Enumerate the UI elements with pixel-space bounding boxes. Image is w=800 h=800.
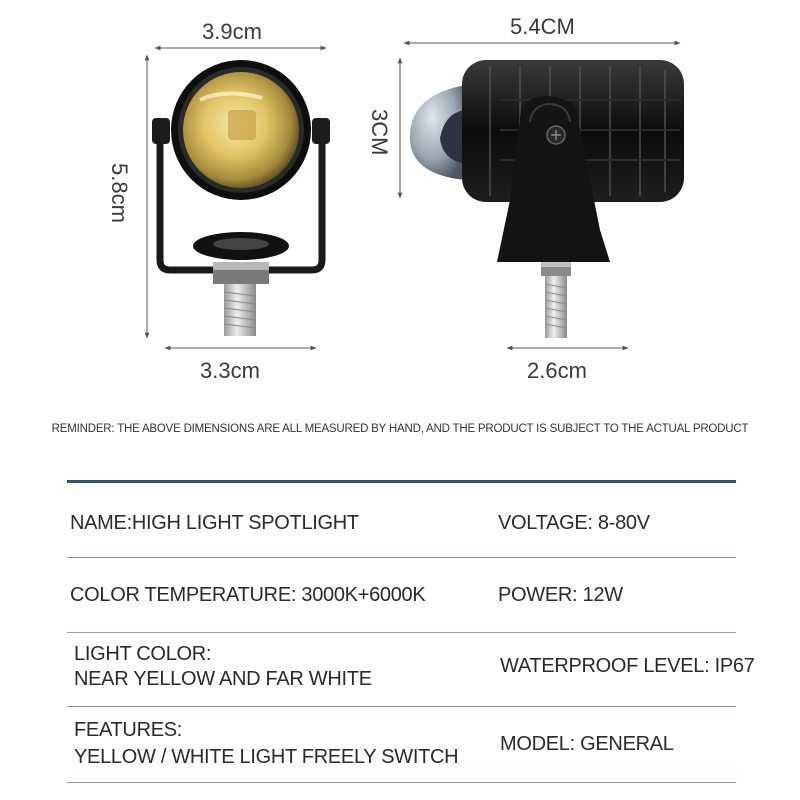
spec-light-color-label: LIGHT COLOR: — [74, 643, 212, 665]
front-view-drawing — [147, 48, 330, 348]
side-base-label: 2.6cm — [527, 358, 587, 383]
front-height-label: 5.8cm — [107, 163, 132, 223]
side-bolt-icon — [545, 276, 567, 338]
table-rule — [67, 557, 736, 558]
reminder-text: REMINDER: THE ABOVE DIMENSIONS ARE ALL MEASURED BY HAND, AND THE PRODUCT IS SUBJECT TO THE ACTUAL PRODUCT — [51, 423, 749, 435]
spec-name: NAME:HIGH LIGHT SPOTLIGHT — [70, 512, 359, 534]
spec-voltage: VOLTAGE: 8-80V — [498, 512, 650, 534]
bracket-tab-right — [312, 118, 330, 144]
spec-light-color-value: NEAR YELLOW AND FAR WHITE — [74, 668, 372, 690]
front-base-label: 3.3cm — [200, 358, 260, 383]
table-rule — [67, 782, 736, 783]
side-height-label: 3CM — [367, 109, 392, 156]
table-rule — [67, 706, 736, 707]
spec-waterproof: WATERPROOF LEVEL: IP67 — [500, 655, 755, 677]
side-view-drawing — [400, 43, 684, 348]
spec-color-temperature: COLOR TEMPERATURE: 3000K+6000K — [70, 584, 426, 606]
table-rule — [67, 632, 736, 633]
spec-power: POWER: 12W — [498, 584, 623, 606]
spec-features-label: FEATURES: — [74, 719, 183, 741]
side-length-label: 5.4CM — [510, 14, 575, 39]
bracket-tab-left — [152, 118, 170, 144]
spec-features-value: YELLOW / WHITE LIGHT FREELY SWITCH — [74, 746, 459, 768]
spec-model: MODEL: GENERAL — [500, 733, 674, 755]
front-width-label: 3.9cm — [202, 19, 262, 44]
table-top-rule — [67, 480, 736, 483]
